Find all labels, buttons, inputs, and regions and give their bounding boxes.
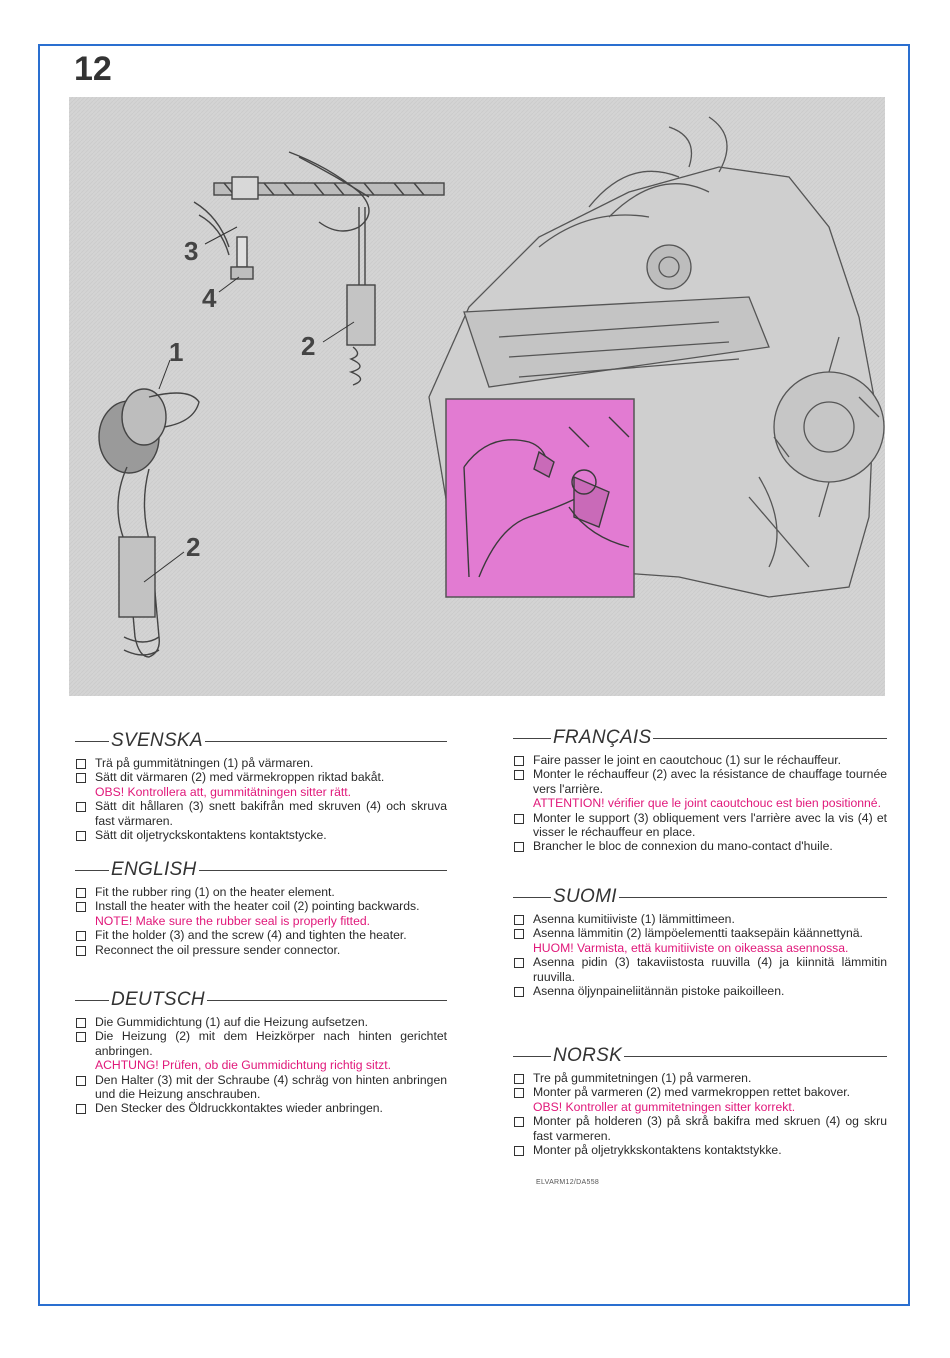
checkbox-icon <box>76 1032 86 1042</box>
callout-3: 3 <box>184 236 199 266</box>
step-item: Sätt dit hållaren (3) snett bakifrån med skruven (4) och skruva fast värmaren. <box>75 799 447 828</box>
checkbox-icon <box>514 756 524 766</box>
checkbox-icon <box>76 946 86 956</box>
warning-note: ACHTUNG! Prüfen, ob die Gummidichtung richtig sitzt. <box>95 1058 391 1073</box>
callout-4: 4 <box>202 283 217 313</box>
checkbox-icon <box>76 1076 86 1086</box>
checkbox-icon <box>76 1104 86 1114</box>
checkbox-icon <box>76 902 86 912</box>
checkbox-icon <box>514 1117 524 1127</box>
step-item: Faire passer le joint en caoutchouc (1) sur le réchauffeur. <box>513 753 887 767</box>
step-item: Monter på varmeren (2) med varmekroppen rettet bakover. OBS! Kontroller at gummitetningen sitter korrekt. <box>513 1085 887 1114</box>
section-francais <box>513 727 887 854</box>
callout-2-upper: 2 <box>301 331 316 361</box>
step-item: Monter le support (3) obliquement vers l'arrière avec la vis (4) et visser le réchauffeur en place. <box>513 811 887 840</box>
checkbox-icon <box>76 802 86 812</box>
checkbox-icon <box>76 831 86 841</box>
step-item: Die Gummidichtung (1) auf die Heizung aufsetzen. <box>75 1015 447 1029</box>
section-title: NORSK <box>553 1045 623 1066</box>
section-title: SUOMI <box>553 886 617 907</box>
step-item: Asenna öljynpaineliitännän pistoke paikoilleen. <box>513 984 887 998</box>
step-item: Monter le réchauffeur (2) avec la résistance de chauffage tournée vers l'arrière. ATTENTION! vérifier que le joint caoutchouc est bien positionné. <box>513 767 887 810</box>
checkbox-icon <box>514 929 524 939</box>
checkbox-icon <box>514 1074 524 1084</box>
warning-note: OBS! Kontroller at gummitetningen sitter korrekt. <box>533 1099 796 1114</box>
section-deutsch <box>75 989 447 1116</box>
step-item: Asenna pidin (3) takaviistosta ruuvilla (4) ja kiinnitä lämmitin ruuvilla. <box>513 955 887 984</box>
warning-note: ATTENTION! vérifier que le joint caoutchouc est bien positionné. <box>533 796 881 811</box>
checkbox-icon <box>514 1088 524 1098</box>
checkbox-icon <box>76 759 86 769</box>
warning-note: NOTE! Make sure the rubber seal is properly fitted. <box>95 913 371 928</box>
step-item: Tre på gummitetningen (1) på varmeren. <box>513 1071 887 1085</box>
page-number: 12 <box>74 50 112 88</box>
section-title: ENGLISH <box>111 859 197 880</box>
engine-illustration <box>69 97 885 696</box>
step-item: Brancher le bloc de connexion du mano-contact d'huile. <box>513 839 887 853</box>
section-suomi <box>513 886 887 998</box>
checkbox-icon <box>76 1018 86 1028</box>
step-item: Monter på oljetrykkskontaktens kontaktstykke. <box>513 1143 887 1157</box>
callout-1: 1 <box>169 337 184 367</box>
checkbox-icon <box>514 958 524 968</box>
step-item: Monter på holderen (3) på skrå bakifra med skruen (4) og skru fast varmeren. <box>513 1114 887 1143</box>
step-item: Asenna lämmitin (2) lämpöelementti taaksepäin käännettynä. HUOM! Varmista, että kumitiiviste on oikeassa asennossa. <box>513 926 887 955</box>
checkbox-icon <box>514 770 524 780</box>
section-english <box>75 859 447 957</box>
step-item: Den Halter (3) mit der Schraube (4) schräg von hinten anbringen und die Heizung anschrauben. <box>75 1073 447 1102</box>
checkbox-icon <box>514 987 524 997</box>
callout-2-lower: 2 <box>186 532 201 562</box>
step-item: Asenna kumitiiviste (1) lämmittimeen. <box>513 912 887 926</box>
warning-note: OBS! Kontrollera att, gummitätningen sitter rätt. <box>95 784 352 799</box>
step-item: Den Stecker des Öldruckkontaktes wieder anbringen. <box>75 1101 447 1115</box>
step-item: Die Heizung (2) mit dem Heizkörper nach hinten gerichtet anbringen. ACHTUNG! Prüfen, ob die Gummidichtung richtig sitzt. <box>75 1029 447 1072</box>
checkbox-icon <box>514 814 524 824</box>
checkbox-icon <box>76 888 86 898</box>
section-title: DEUTSCH <box>111 989 205 1010</box>
checkbox-icon <box>514 915 524 925</box>
section-title: SVENSKA <box>111 730 203 751</box>
section-title: FRANÇAIS <box>553 727 652 748</box>
step-item: Sätt dit värmaren (2) med värmekroppen riktad bakåt. OBS! Kontrollera att, gummitätningen sitter rätt. <box>75 770 447 799</box>
step-item: Fit the holder (3) and the screw (4) and tighten the heater. <box>75 928 447 942</box>
section-svenska <box>75 730 447 842</box>
highlight-inset <box>446 399 634 597</box>
checkbox-icon <box>76 773 86 783</box>
step-item: Trä på gummitätningen (1) på värmaren. <box>75 756 447 770</box>
step-item: Reconnect the oil pressure sender connector. <box>75 943 447 957</box>
checkbox-icon <box>514 842 524 852</box>
checkbox-icon <box>514 1146 524 1156</box>
document-reference: ELVARM12/DA558 <box>536 1179 600 1186</box>
step-item: Install the heater with the heater coil (2) pointing backwards. NOTE! Make sure the rubber seal is properly fitted. <box>75 899 447 928</box>
checkbox-icon <box>76 931 86 941</box>
section-norsk <box>513 1045 887 1157</box>
step-item: Fit the rubber ring (1) on the heater element. <box>75 885 447 899</box>
warning-note: HUOM! Varmista, että kumitiiviste on oikeassa asennossa. <box>533 940 849 955</box>
step-item: Sätt dit oljetryckskontaktens kontaktstycke. <box>75 828 447 842</box>
